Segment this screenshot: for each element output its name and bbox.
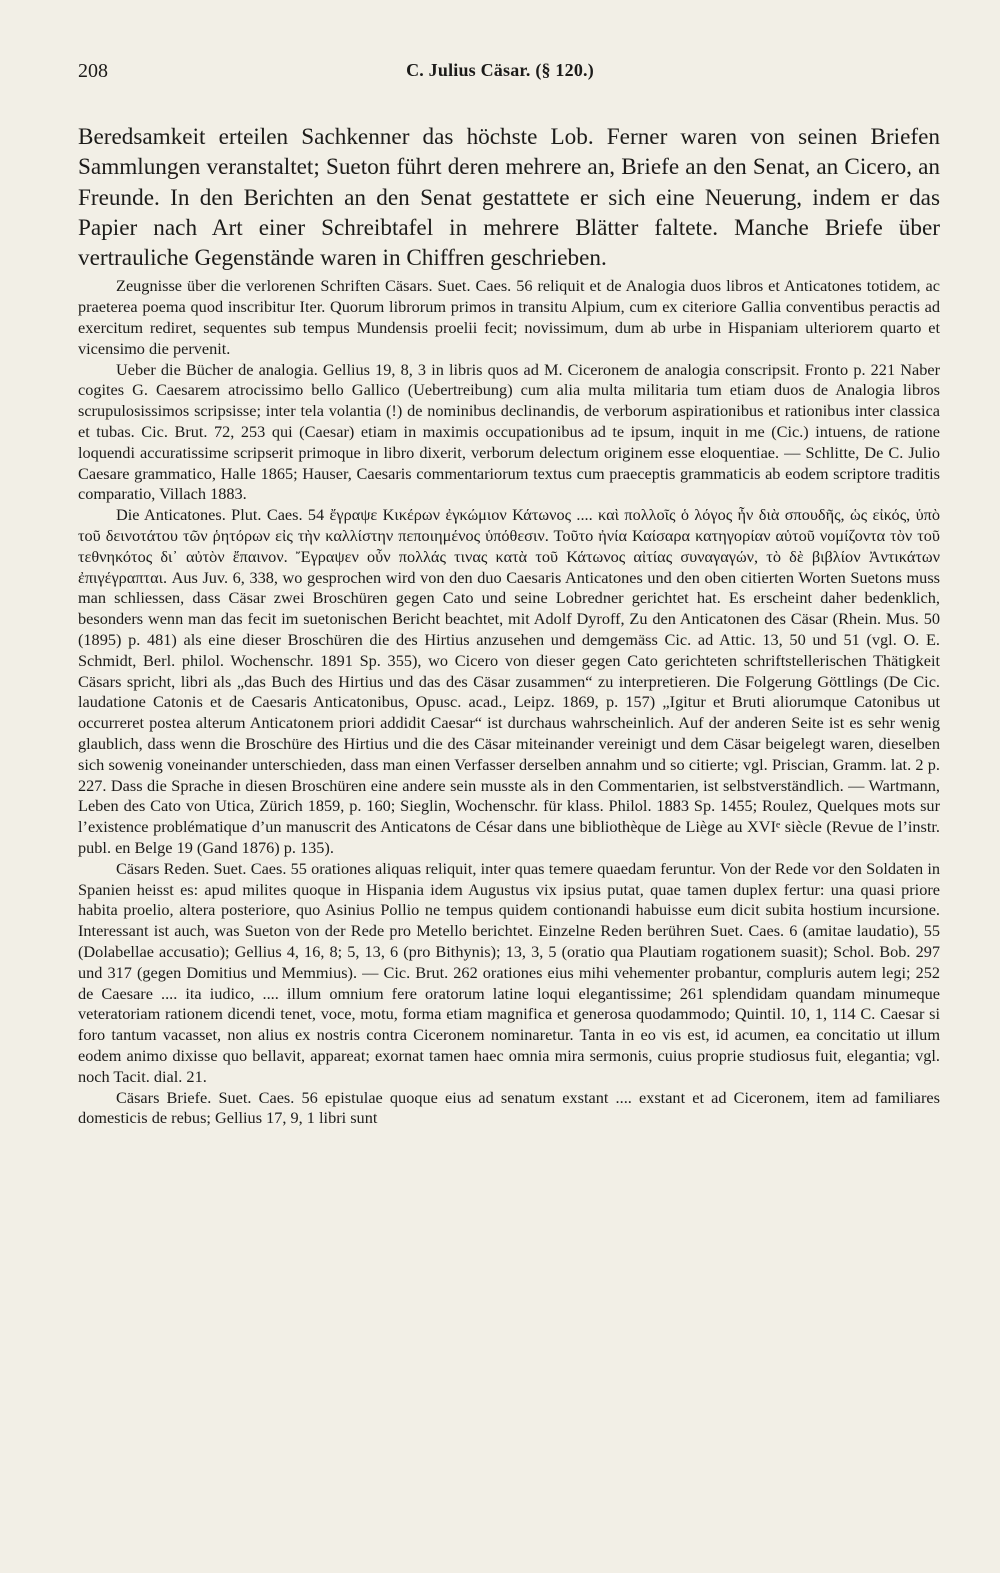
- note-paragraph-reden: Cäsars Reden. Suet. Caes. 55 orationes aliquas reliquit, inter quas temere quaedam feruntur. Von der Rede vor den Soldaten in Spanien heisst es: apud milites quoque in Hispania idem Augustus vix ipsius putat, quae tamen duplex fertur: una quasi priore habita proelio, altera posteriore, quo Asinius Pollio ne tempus quidem contionandi habuisse eum dicit subita hostium incursione. Interessant ist auch, was Sueton von der Rede pro Metello berichtet. Einzelne Reden berühren Suet. Caes. 6 (amitae laudatio), 55 (Dolabellae accusatio); Gellius 4, 16, 8; 5, 13, 6 (pro Bithynis); 13, 3, 5 (oratio qua Plautiam rogationem suasit); Schol. Bob. 297 und 317 (gegen Domitius und Memmius). — Cic. Brut. 262 orationes eius mihi vehementer probantur, compluris autem legi; 252 de Caesare .... ita iudico, .... illum omnium fere oratorum latine loqui elegantissime; 261 splendidam quandam minumeque veteratoriam rationem dicendi tenet, voce, motu, forma etiam magnifica et generosa quodammodo; Quintil. 10, 1, 114 C. Caesar si foro tantum vacasset, non alius ex nostris contra Ciceronem nominaretur. Tanta in eo vis est, id acumen, ea concitatio ut illum eodem animo dixisse quo bellavit, appareat; exornat tamen haec omnia mira sermonis, cuius proprie studiosus fuit, elegantia; vgl. noch Tacit. dial. 21.: [78, 858, 940, 1086]
- main-text-block: [78, 122, 940, 273]
- note-paragraph-briefe: Cäsars Briefe. Suet. Caes. 56 epistulae quoque eius ad senatum exstant .... exstant et ad Ciceronem, item ad familiares domesticis de rebus; Gellius 17, 9, 1 libri sunt: [78, 1087, 940, 1128]
- main-paragraph: Beredsamkeit erteilen Sachkenner das höchste Lob. Ferner waren von seinen Briefen Sammlungen veranstaltet; Sueton führt deren mehrere an, Briefe an den Senat, an Cicero, an Freunde. In den Berichten an den Senat gestattete er sich eine Neuerung, indem er das Papier nach Art einer Schreibtafel in mehrere Blätter faltete. Manche Briefe über vertrauliche Gegenstände waren in Chiffren geschrieben.: [78, 124, 940, 272]
- notes-block: [78, 276, 940, 1129]
- note-paragraph-testimonia: Zeugnisse über die verlorenen Schriften Cäsars. Suet. Caes. 56 reliquit et de Analogia duos libros et Anticatones totidem, ac praeterea poema quod inscribitur Iter. Quorum librorum primos in transitu Alpium, cum ex citeriore Gallia conventibus peractis ad exercitum rediret, sequentes sub tempus Mundensis proelii fecit; novissimum, dum ab urbe in Hispaniam ulteriorem quarto et vicensimo die pervenit.: [78, 276, 940, 358]
- page-number: 208: [78, 60, 108, 82]
- note-paragraph-analogia: Ueber die Bücher de analogia. Gellius 19, 8, 3 in libris quos ad M. Ciceronem de analogia conscripsit. Fronto p. 221 Naber cogites G. Caesarem atrocissimo bello Gallico (Uebertreibung) cum alia multa militaria tum etiam duos de Analogia libros scrupulosissimos scripsisse; inter tela volantia (!) de nominibus declinandis, de verborum aspirationibus et rationibus inter classica et tubas. Cic. Brut. 72, 253 qui (Caesar) etiam in maximis occupationibus ad te ipsum, inquit in me (Cic.) intuens, de ratione loquendi accuratissime scripserit primoque in libro dixerit, verborum delectum originem esse eloquentiae. — Schlitte, De C. Julio Caesare grammatico, Halle 1865; Hauser, Caesaris commentariorum textus cum praeceptis grammaticis ab eodem scriptore traditis comparatio, Villach 1883.: [78, 359, 940, 504]
- note-paragraph-anticatones: Die Anticatones. Plut. Caes. 54 ἔγραψε Κικέρων ἐγκώμιον Κάτωνος .... καὶ πολλοῖς ὁ λόγος ἦν διὰ σπουδῆς, ὡς εἰκός, ὑπὸ τοῦ δεινοτάτου τῶν ῥητόρων εἰς τὴν καλλίστην πεποιημένος ὑπόθεσιν. Τοῦτο ἠνία Καίσαρα κατηγορίαν αὑτοῦ νομίζοντα τὸν τοῦ τεθνηκότος δι᾽ αὐτὸν ἔπαινον. Ἔγραψεν οὖν πολλάς τινας κατὰ τοῦ Κάτωνος αἰτίας συναγαγών, τὸ δὲ βιβλίον Ἀντικάτων ἐπιγέγραπται. Aus Juv. 6, 338, wo gesprochen wird von den duo Caesaris Anticatones und den oben citierten Worten Suetons muss man schliessen, dass Cäsar zwei Broschüren gegen Cato und seine Lobredner gerichtet hat. Es erscheint daher bedenklich, besonders wenn man das fecit im suetonischen Bericht beachtet, mit Adolf Dyroff, Zu den Anticatonen des Cäsar (Rhein. Mus. 50 (1895) p. 481) als eine dieser Broschüren die des Hirtius anzusehen und demgemäss Cic. ad Attic. 13, 50 und 51 (vgl. O. E. Schmidt, Berl. philol. Wochenschr. 1891 Sp. 355), wo Cicero von dieser gegen Cato gerichteten schriftstellerischen Thätigkeit Cäsars spricht, libri als „das Buch des Hirtius und das des Cäsar zusammen“ zu interpretieren. Die Folgerung Göttlings (De Cic. laudatione Catonis et de Caesaris Anticatonibus, Opusc. acad., Leipz. 1869, p. 157) „Igitur et Bruti aliorumque Catonibus ut occurreret postea alterum Anticatonem priori addidit Caesar“ ist durchaus wahrscheinlich. Auf der anderen Seite ist es sehr wenig glaublich, dass wenn die Broschüre des Hirtius und die des Cäsar miteinander vereinigt und dem Cäsar beigelegt waren, dieselben sich sowenig voneinander unterschieden, dass man einen Verfasser derselben annahm und so citierte; vgl. Priscian, Gramm. lat. 2 p. 227. Dass die Sprache in diesen Broschüren eine andere sein musste als in den Commentarien, ist selbstverständlich. — Wartmann, Leben des Cato von Utica, Zürich 1859, p. 160; Sieglin, Wochenschr. für klass. Philol. 1883 Sp. 1455; Roulez, Quelques mots sur l’existence problématique d’un manuscrit des Anticatons de César dans une bibliothèque de Liège au XVIᵉ siècle (Revue de l’instr. publ. en Belge 19 (Gand 1876) p. 135).: [78, 505, 940, 857]
- running-title: C. Julius Cäsar. (§ 120.): [406, 60, 594, 80]
